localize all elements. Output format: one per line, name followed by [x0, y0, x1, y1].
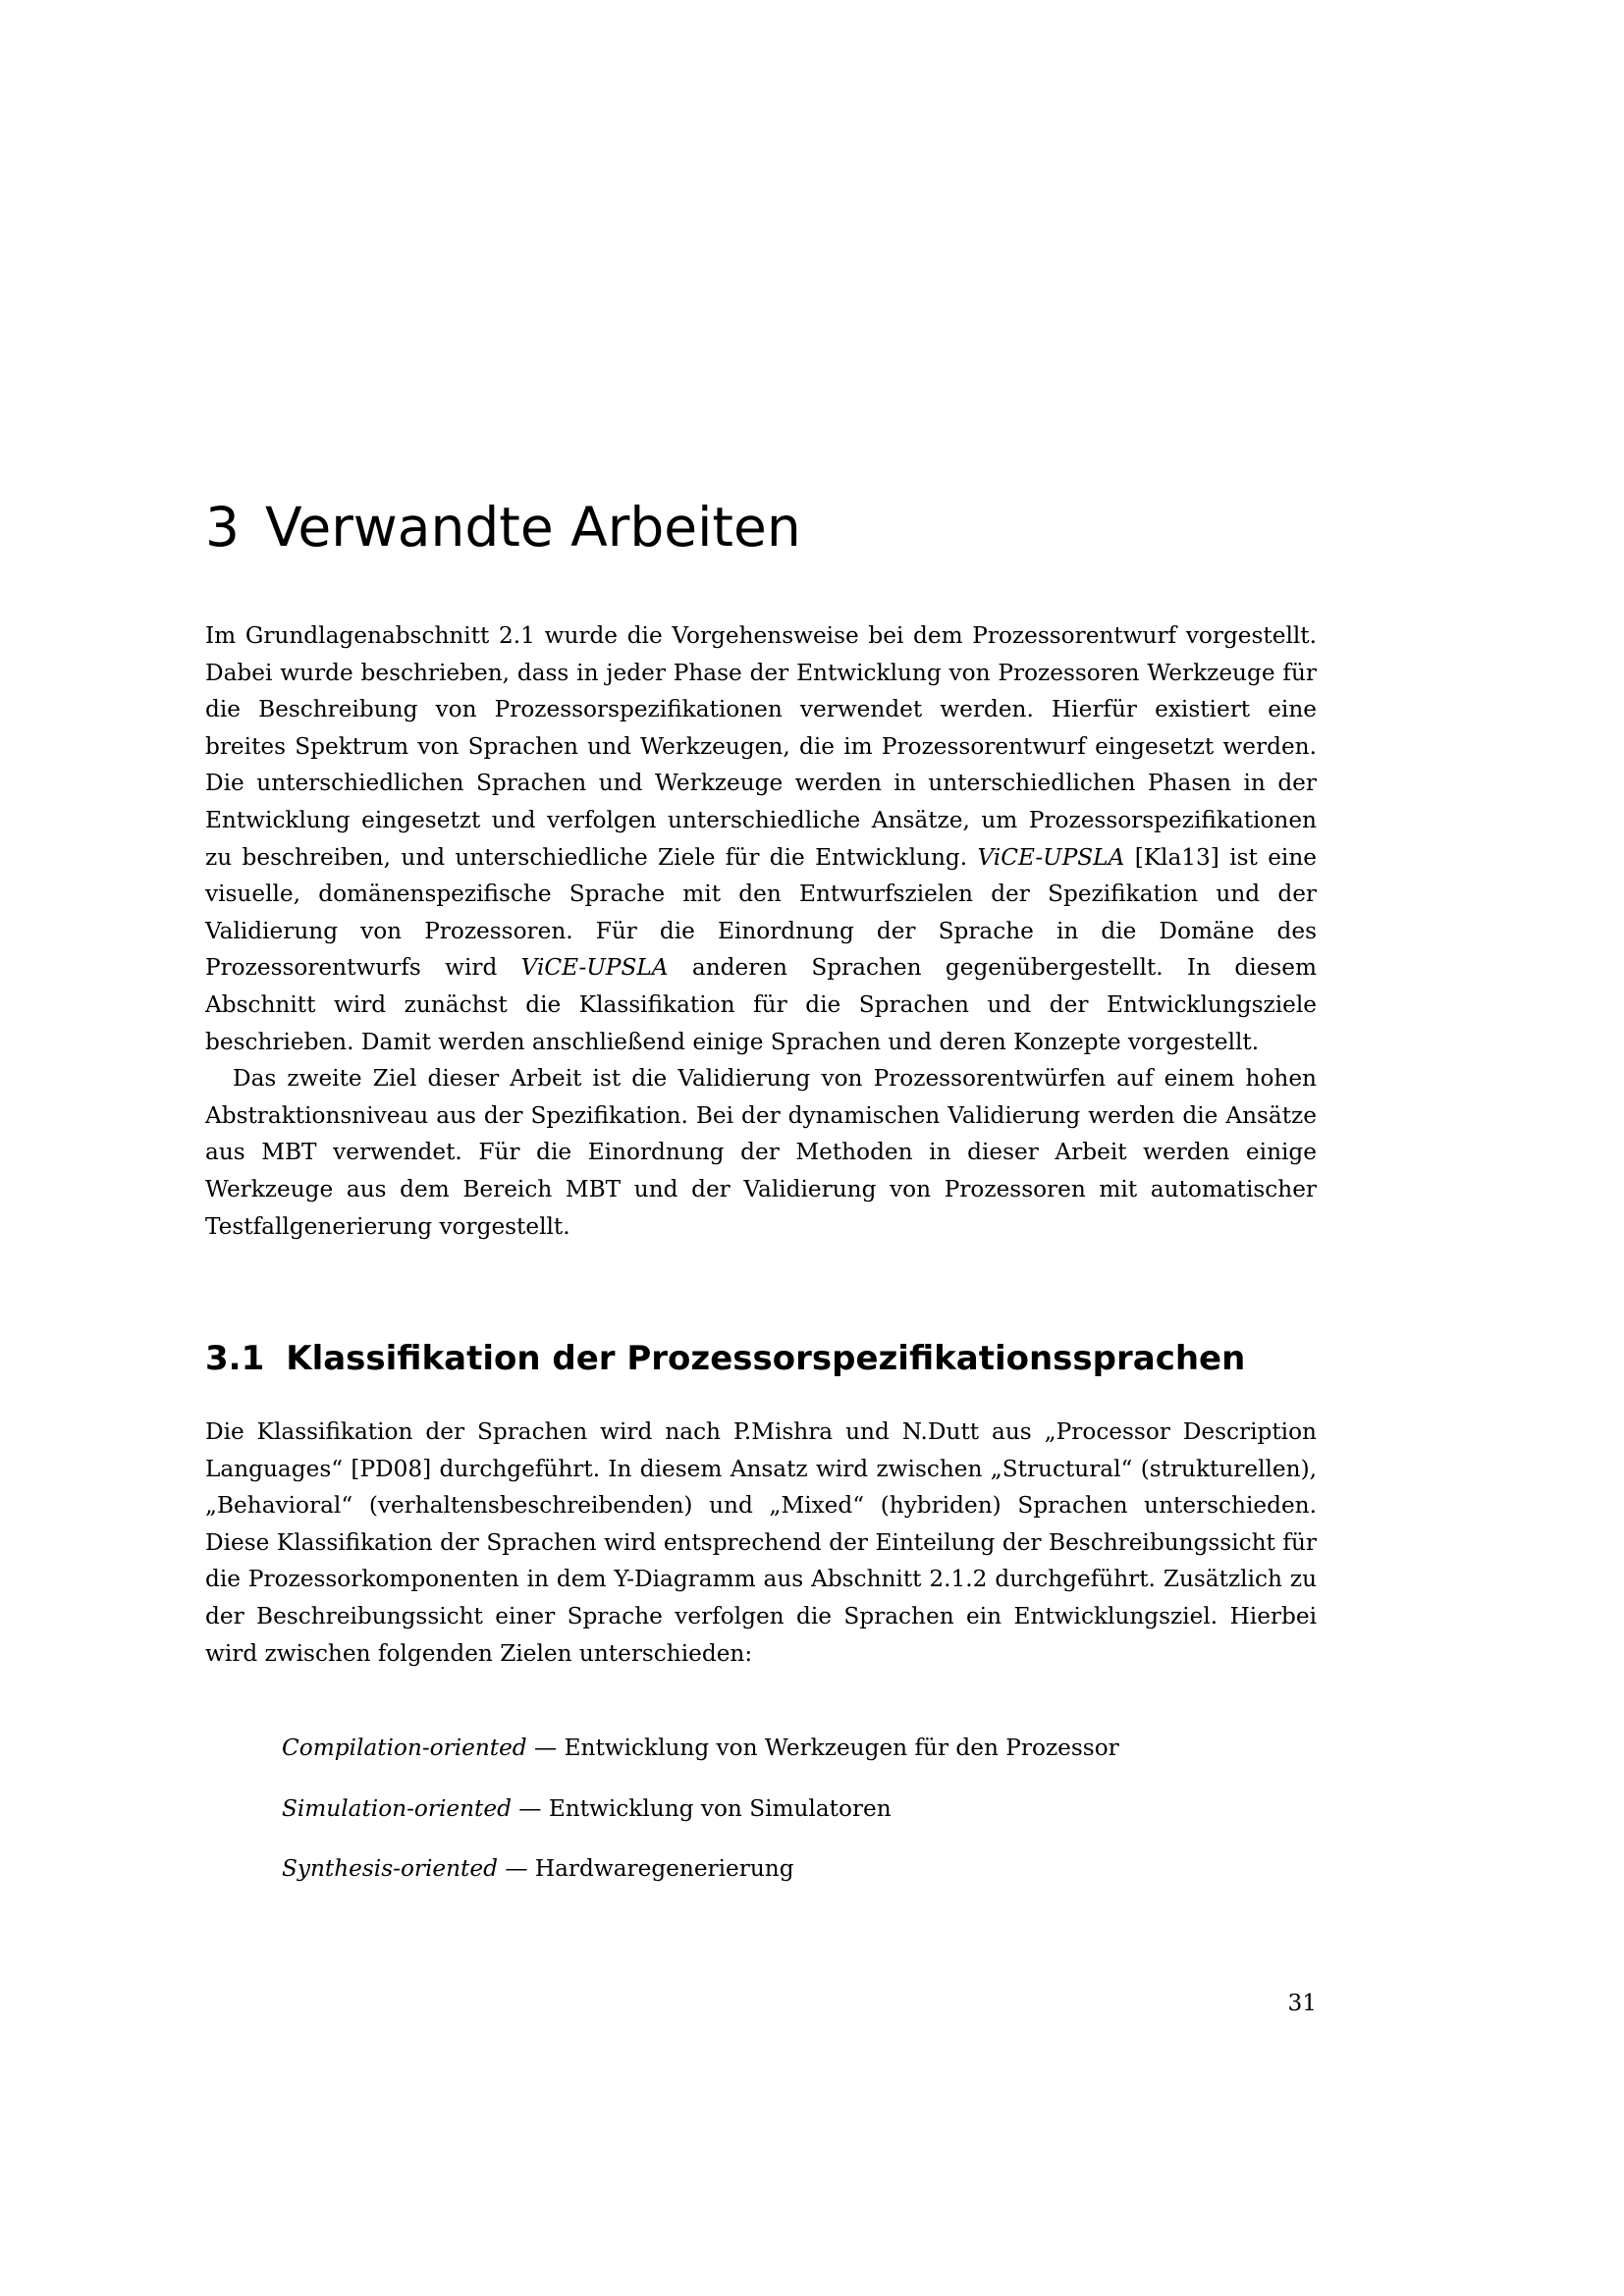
section-paragraph: Die Klassifikation der Sprachen wird nach P.Mishra und N.Dutt aus „Processor Description Languages“ [PD08] durchgeführt. In diesem Ansatz wird zwischen „Structural“ (strukturellen), „Behavioral“ (verhaltensbeschreibenden) und „Mixed“ (hybriden) Sprachen unterschieden. Diese Klassifikation der Sprachen wird entsprechend der Einteilung der Beschreibungssicht für die Prozessorkomponenten in dem Y-Diagramm aus Abschnitt 2.1.2 durchgeführt. Zusätzlich zu der Beschreibungssicht einer Sprache verfolgen die Sprachen ein Entwicklungsziel. Hierbei wird zwischen folgenden Zielen unterschieden: [205, 1418, 1317, 1667]
intro-paragraph-2: Das zweite Ziel dieser Arbeit ist die Validierung von Prozessorentwürfen auf einem hohen Abstraktionsniveau aus der Spezifikation. Bei der dynamischen Validierung werden die Ansätze aus MBT verwendet. Für die Einordnung der Methoden in dieser Arbeit werden einige Werkzeuge aus dem Bereich MBT und der Validierung von Prozessoren mit automatischer Testfallgenerierung vorgestellt. [205, 1065, 1317, 1240]
goal-term: Synthesis-oriented [282, 1855, 498, 1882]
intro-p1-part-c: anderen Sprachen gegenübergestellt. In diesem Abschnitt wird zunächst die Klassifikation für die Sprachen und der Entwicklungsziele beschrieben. Damit werden anschließend einige Sprachen und deren Konzepte vorgestellt. [205, 954, 1317, 1055]
goal-description: — Entwicklung von Werkzeugen für den Prozessor [526, 1735, 1119, 1761]
intro-p1-part-b: [Kla13] ist eine visuelle, domänenspezifische Sprache mit den Entwurfszielen der Spezifikation und der Validierung von Prozessoren. Für die Einordnung der Sprache in die Domäne des Prozessorentwurfs wird [205, 843, 1318, 982]
goal-term: Compilation-oriented [282, 1735, 527, 1761]
goal-list [282, 1730, 1119, 1911]
intro-paragraph-1 [205, 617, 1317, 1060]
goal-item [282, 1730, 1119, 1766]
vice-upsla-term: ViCE-UPSLA [520, 954, 669, 982]
chapter-title [205, 493, 801, 561]
goal-item [282, 1850, 1119, 1887]
section-title [205, 1337, 1245, 1380]
section-number: 3.1 [205, 1339, 265, 1378]
page-number: 31 [1287, 1990, 1317, 2016]
goal-description: — Entwicklung von Simulatoren [511, 1794, 892, 1822]
vice-upsla-term: ViCE-UPSLA [977, 843, 1125, 871]
chapter-number: 3 [205, 496, 240, 559]
section-title-text: Klassifikation der Prozessorspezifikationssprachen [286, 1339, 1246, 1378]
goal-item [282, 1790, 1119, 1827]
chapter-intro [205, 617, 1317, 1245]
intro-p1-part-a: Im Grundlagenabschnitt 2.1 wurde die Vorgehensweise bei dem Prozessorentwurf vorgestellt. Dabei wurde beschrieben, dass in jeder Phase der Entwicklung von Prozessoren Werkzeuge für die Beschreibung von Prozessorspezifikationen verwendet werden. Hierfür existiert eine breites Spektrum von Sprachen und Werkzeugen, die im Prozessorentwurf eingesetzt werden. Die unterschiedlichen Sprachen und Werkzeuge werden in unterschiedlichen Phasen in der Entwicklung eingesetzt und verfolgen unterschiedliche Ansätze, um Prozessorspezifikationen zu beschreiben, und unterschiedliche Ziele für die Entwicklung. [205, 622, 1317, 871]
chapter-title-text: Verwandte Arbeiten [265, 496, 801, 559]
goal-term: Simulation-oriented [282, 1794, 512, 1822]
goal-description: — Hardwaregenerierung [497, 1855, 794, 1882]
